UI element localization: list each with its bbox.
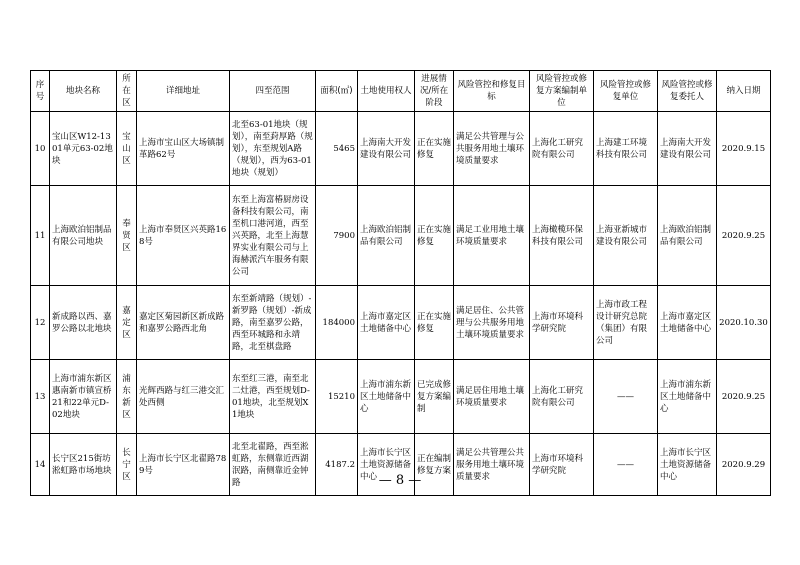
table-row (31, 286, 771, 360)
cell-date: 2020.9.25 (717, 186, 771, 286)
cell-area: 5465 (316, 112, 358, 186)
cell-owner: 上海市浦东新区土地储备中心 (358, 360, 415, 434)
cell-district: 嘉定区 (117, 286, 137, 360)
cell-exec-unit: 上海市政工程设计研究总院（集团）有限公司 (594, 286, 658, 360)
cell-name: 新成路以西、嘉罗公路以北地块 (50, 286, 117, 360)
cell-client: 上海市长宁区土地资源储备中心 (658, 434, 717, 496)
cell-target: 满足工业用地土壤环境质量要求 (454, 186, 530, 286)
cell-address: 上海市长宁区北翟路789号 (137, 434, 230, 496)
cell-exec-unit: 上海亚新城市建设有限公司 (594, 186, 658, 286)
cell-name: 上海市浦东新区惠南新市镇宣桥21和22单元D-02地块 (50, 360, 117, 434)
cell-exec-unit: —— (594, 360, 658, 434)
cell-client: 上海市浦东新区土地储备中心 (658, 360, 717, 434)
header-target: 风险管控和修复目标 (454, 71, 530, 112)
cell-progress: 正在编制修复方案 (415, 434, 454, 496)
cell-date: 2020.9.15 (717, 112, 771, 186)
header-area: 面积(㎡) (316, 71, 358, 112)
cell-address: 上海市奉贤区兴英路168号 (137, 186, 230, 286)
cell-target: 满足居住用地土壤环境质量要求 (454, 360, 530, 434)
header-client: 风险管控或修复委托人 (658, 71, 717, 112)
cell-date: 2020.10.30 (717, 286, 771, 360)
header-plan-unit: 风险管控或修复方案编制单位 (530, 71, 594, 112)
cell-progress: 正在实施修复 (415, 286, 454, 360)
header-district: 所在区 (117, 71, 137, 112)
cell-address: 嘉定区菊园新区新成路和嘉罗公路西北角 (137, 286, 230, 360)
cell-target: 满足公共管理公共服务用地土壤环境质量要求 (454, 434, 530, 496)
cell-date: 2020.9.25 (717, 360, 771, 434)
cell-owner: 上海市嘉定区土地储备中心 (358, 286, 415, 360)
cell-client: 上海市嘉定区土地储备中心 (658, 286, 717, 360)
cell-client: 上海南大开发建设有限公司 (658, 112, 717, 186)
cell-owner: 上海市长宁区土地资源储备中心 (358, 434, 415, 496)
cell-date: 2020.9.29 (717, 434, 771, 496)
cell-address: 光辉西路与红三港交汇处西侧 (137, 360, 230, 434)
cell-progress: 正在实施修复 (415, 186, 454, 286)
cell-boundary: 北至63-01地块（规划），南至葑厚路（规划），东至规划A路（规划），西为63-01地块（规划） (230, 112, 316, 186)
cell-no: 14 (31, 434, 50, 496)
header-boundary: 四至范围 (230, 71, 316, 112)
cell-no: 10 (31, 112, 50, 186)
cell-no: 12 (31, 286, 50, 360)
cell-target: 满足公共管理与公共服务用地土壤环境质量要求 (454, 112, 530, 186)
cell-target: 满足居住、公共管理与公共服务用地土壤环境质量要求 (454, 286, 530, 360)
cell-area: 4187.2 (316, 434, 358, 496)
cell-boundary: 东至新靖路（规划）-新罗路（规划）-新成路，南至嘉罗公路，西至环城路和永靖路，北至棋盘路 (230, 286, 316, 360)
header-owner: 土地使用权人 (358, 71, 415, 112)
cell-client: 上海欧泊铝制品有限公司 (658, 186, 717, 286)
header-date: 纳入日期 (717, 71, 771, 112)
header-address: 详细地址 (137, 71, 230, 112)
site-remediation-table-page (30, 70, 770, 496)
cell-plan-unit: 上海市环境科学研究院 (530, 286, 594, 360)
cell-area: 15210 (316, 360, 358, 434)
cell-district: 宝山区 (117, 112, 137, 186)
cell-no: 11 (31, 186, 50, 286)
cell-district: 长宁区 (117, 434, 137, 496)
cell-plan-unit: 上海橄榄环保科技有限公司 (530, 186, 594, 286)
table-row (31, 186, 771, 286)
cell-exec-unit: 上海建工环境科技有限公司 (594, 112, 658, 186)
cell-boundary: 东至上海富椿厨房设备科技有限公司，南至机口港河道，西至兴英路，北至上海慧界实业有限公司与上海赫派汽车服务有限公司 (230, 186, 316, 286)
table-row (31, 112, 771, 186)
cell-plan-unit: 上海化工研究院有限公司 (530, 112, 594, 186)
header-no: 序号 (31, 71, 50, 112)
cell-name: 长宁区215街坊淞虹路市场地块 (50, 434, 117, 496)
cell-boundary: 北至北翟路，西至淞虹路，东侧靠近西湖泯路，南侧靠近金钟路 (230, 434, 316, 496)
cell-district: 浦东新区 (117, 360, 137, 434)
cell-exec-unit: —— (594, 434, 658, 496)
table-header-row (31, 71, 771, 112)
cell-area: 7900 (316, 186, 358, 286)
header-progress: 进展情况/所在阶段 (415, 71, 454, 112)
cell-progress: 已完成修复方案编制 (415, 360, 454, 434)
cell-plan-unit: 上海市环境科学研究院 (530, 434, 594, 496)
cell-name: 上海欧泊铝制品有限公司地块 (50, 186, 117, 286)
table-row (31, 360, 771, 434)
cell-area: 184000 (316, 286, 358, 360)
cell-name: 宝山区W12-1301单元63-02地块 (50, 112, 117, 186)
cell-owner: 上海南大开发建设有限公司 (358, 112, 415, 186)
cell-boundary: 东至红三港，南至北二灶港，西至规划D-01地块，北至规划X1地块 (230, 360, 316, 434)
site-remediation-table (30, 70, 771, 496)
cell-district: 奉贤区 (117, 186, 137, 286)
header-name: 地块名称 (50, 71, 117, 112)
page-number: — 8 — (378, 473, 422, 488)
cell-address: 上海市宝山区大场镇制革路62号 (137, 112, 230, 186)
header-exec-unit: 风险管控或修复单位 (594, 71, 658, 112)
cell-progress: 正在实施修复 (415, 112, 454, 186)
cell-plan-unit: 上海化工研究院有限公司 (530, 360, 594, 434)
cell-no: 13 (31, 360, 50, 434)
cell-owner: 上海欧泊铝制品有限公司 (358, 186, 415, 286)
